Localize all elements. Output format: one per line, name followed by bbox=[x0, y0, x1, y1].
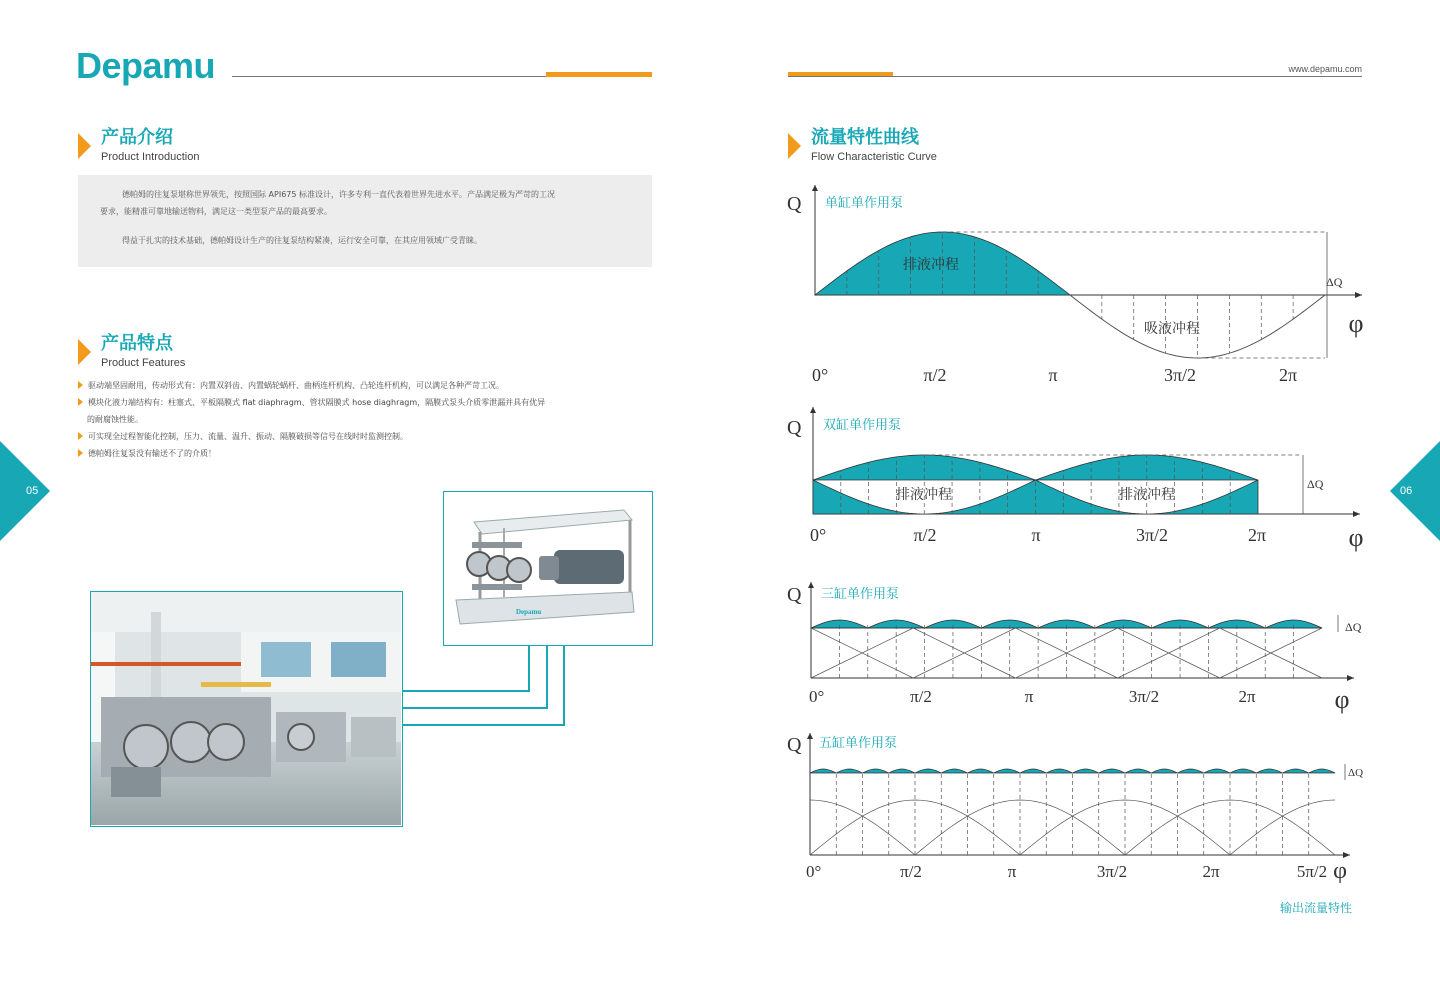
tick-0: 0° bbox=[806, 862, 822, 881]
y-axis-arrow-icon bbox=[807, 733, 813, 739]
feature-text: 可实现全过程智能化控制，压力、流量、温升、振动、隔膜破损等信号在线时时监测控制。 bbox=[88, 432, 408, 441]
tick-0: 0° bbox=[812, 365, 829, 385]
chart-title-quintuple: 五缸单作用泵 bbox=[819, 736, 898, 751]
tick-label: 2π bbox=[1202, 862, 1220, 881]
y-axis-arrow-icon bbox=[810, 407, 816, 413]
q-axis-label: Q bbox=[787, 417, 802, 439]
intro-paragraph-1-line-2: 要求，能精准可靠地输送物料，满足这一类型泵产品的最高要求。 bbox=[100, 207, 332, 216]
chart-title-triple: 三缸单作用泵 bbox=[821, 587, 900, 602]
phi-axis-label: φ bbox=[1348, 523, 1364, 552]
output-flow-caption: 输出流量特性 bbox=[1280, 901, 1353, 915]
tick-label: 2π bbox=[1247, 525, 1267, 545]
tick-label: 3π/2 bbox=[1096, 862, 1128, 881]
tick-label: 3π/2 bbox=[1128, 687, 1160, 706]
intro-paragraph-1-line-1: 德帕姆的往复泵堪称世界领先，按照国际 API675 标准设计，许多专利一直代表着世界先进水平。产品满足极为严苛的工况 bbox=[122, 190, 556, 199]
tick-label: 2π bbox=[1278, 365, 1298, 385]
tick-label: π bbox=[1048, 365, 1058, 385]
tick-label: 5π/2 bbox=[1296, 862, 1328, 881]
tick-label: π/2 bbox=[910, 687, 932, 706]
x-axis-arrow-icon bbox=[1347, 675, 1354, 681]
feature-text: 驱动端坚固耐用，传动形式有：内置双斜齿、内置蜗轮蜗杆、曲柄连杆机构、凸轮连杆机构，可以满足各种严苛工况。 bbox=[88, 381, 504, 390]
tick-label: π/2 bbox=[913, 525, 937, 545]
delta-q-label: ΔQ bbox=[1348, 767, 1364, 779]
q-axis-label: Q bbox=[787, 193, 802, 215]
tick-label: 3π/2 bbox=[1163, 365, 1197, 385]
tick-label: π bbox=[1007, 862, 1017, 881]
phi-axis-label: φ bbox=[1333, 858, 1347, 884]
brand-logo: Depamu bbox=[76, 45, 216, 86]
tick-label: 3π/2 bbox=[1135, 525, 1169, 545]
discharge-stroke-label: 排液冲程 bbox=[896, 488, 952, 503]
chart-title-double: 双缸单作用泵 bbox=[823, 418, 902, 433]
features-title: 产品特点 bbox=[101, 333, 173, 354]
website-url[interactable]: www.depamu.com bbox=[1288, 64, 1362, 74]
features-subtitle: Product Features bbox=[101, 357, 186, 369]
phi-axis-label: φ bbox=[1334, 685, 1350, 714]
tick-label: π bbox=[1031, 525, 1041, 545]
tick-label: 2π bbox=[1238, 687, 1256, 706]
tick-0: 0° bbox=[810, 525, 827, 545]
x-axis-arrow-icon bbox=[1353, 511, 1360, 517]
feature-text: 模块化液力端结构有：柱塞式、平板隔膜式 flat diaphragm、管状隔膜式 hose diaghragm，隔膜式泵头介质零泄漏并具有优异 bbox=[88, 398, 546, 407]
delta-q-label: ΔQ bbox=[1307, 477, 1324, 491]
q-axis-label: Q bbox=[787, 734, 802, 756]
chart-title-single: 单缸单作用泵 bbox=[825, 196, 904, 211]
delta-q-label: ΔQ bbox=[1326, 275, 1343, 289]
tick-label: π/2 bbox=[900, 862, 922, 881]
curves-title: 流量特性曲线 bbox=[811, 127, 919, 148]
intro-subtitle: Product Introduction bbox=[101, 151, 200, 163]
product-brand-label: Depamu bbox=[516, 608, 542, 616]
tick-label: π bbox=[1024, 687, 1034, 706]
intro-paragraph-2: 得益于扎实的技术基础，德帕姆设计生产的往复泵结构紧凑，运行安全可靠，在其应用领域广受青睐。 bbox=[122, 236, 482, 245]
suction-stroke-label: 吸液冲程 bbox=[1144, 322, 1200, 337]
discharge-stroke-label: 排液冲程 bbox=[903, 258, 959, 273]
q-axis-label: Q bbox=[787, 584, 802, 606]
phi-axis-label: φ bbox=[1348, 309, 1364, 338]
y-axis-arrow-icon bbox=[808, 582, 814, 588]
feature-text: 德帕姆往复泵没有输送不了的介质！ bbox=[88, 449, 216, 458]
tick-label: π/2 bbox=[923, 365, 947, 385]
curves-subtitle: Flow Characteristic Curve bbox=[811, 151, 937, 163]
intro-title: 产品介绍 bbox=[101, 127, 173, 148]
x-axis-arrow-icon bbox=[1355, 292, 1362, 298]
discharge-stroke-label: 排液冲程 bbox=[1119, 488, 1175, 503]
page-number-right: 06 bbox=[1400, 485, 1413, 497]
delta-q-label: ΔQ bbox=[1345, 620, 1362, 634]
feature-text: 的耐腐蚀性能。 bbox=[87, 415, 143, 424]
tick-0: 0° bbox=[809, 687, 825, 706]
page-number-left: 05 bbox=[26, 485, 39, 497]
y-axis-arrow-icon bbox=[812, 185, 818, 191]
